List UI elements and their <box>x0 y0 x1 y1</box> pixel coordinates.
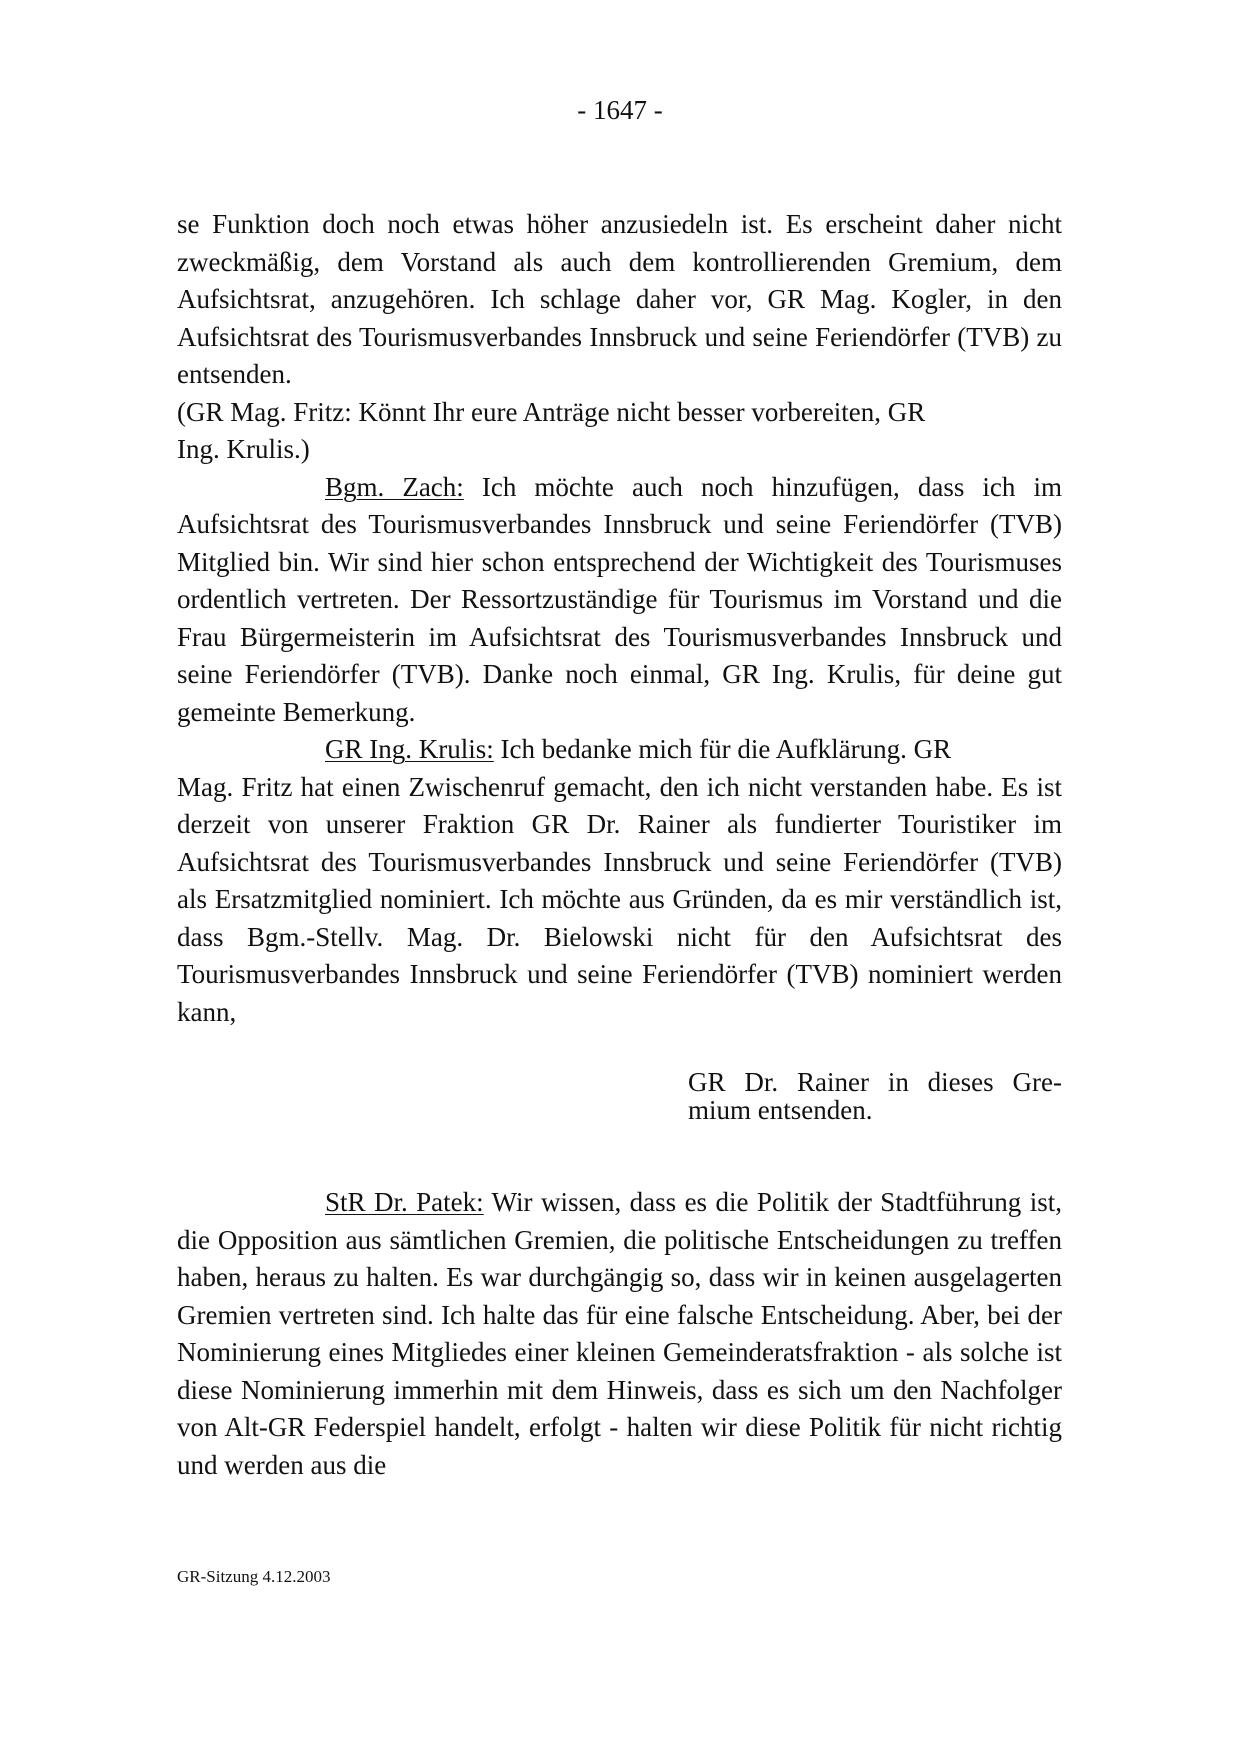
transcript-block-2 <box>177 1184 1062 1484</box>
interjection-line-2: Ing. Krulis.) <box>177 434 310 464</box>
speech-text-zach: Ich möchte auch noch hinzufügen, dass ich im Aufsichtsrat des Tourismusverbandes Innsbruck und seine Feriendörfer (TVB) Mitglied bin. Wir sind hier schon entsprechend der Wichtigkeit des Tourismuses ordentlich vertreten. Der Ressortzuständige für Tourismus im Vorstand und die Frau Bürgermeisterin im Aufsichtsrat des Tourismusverbandes Innsbruck und seine Feriendörfer (TVB). Danke noch einmal, GR Ing. Krulis, für deine gut gemeinte Bemerkung. <box>177 471 1062 727</box>
page-number: - 1647 - <box>577 95 663 125</box>
transcript-block-1 <box>177 206 1062 1031</box>
marginal-text-line-2: mium entsenden. <box>688 1095 873 1125</box>
speaker-name-zach: Bgm. Zach: <box>325 471 464 502</box>
interjection-line-1: (GR Mag. Fritz: Könnt Ihr eure Anträge nicht besser vorbereiten, GR <box>177 396 926 427</box>
marginal-text <box>688 1068 1062 1124</box>
speaker-name-patek: StR Dr. Patek: <box>325 1187 484 1217</box>
speech-krulis-first-line <box>177 731 1062 769</box>
speech-text-krulis: Mag. Fritz hat einen Zwischenruf gemacht, den ich nicht verstanden habe. Es ist derzeit von unserer Fraktion GR Dr. Rainer als fundierter Touristiker im Aufsichtsrat des Tourismusverbandes Innsbruck und seine Feriendörfer (TVB) als Ersatzmitglied nominiert. Ich möchte aus Gründen, da es mir verständlich ist, dass Bgm.-Stellv. Mag. Dr. Bielowski nicht für den Aufsichtsrat des Tourismusverbandes Innsbruck und seine Feriendörfer (TVB) nominiert werden kann, <box>177 771 1062 1027</box>
speech-text-krulis-line1: Ich bedanke mich für die Aufklärung. GR <box>500 734 952 764</box>
speech-zach <box>177 469 1062 732</box>
speech-text-patek: Wir wissen, dass es die Politik der Stadtführung ist, die Opposition aus sämtlichen Gremien, die politische Entscheidungen zu treffen haben, heraus zu halten. Es war durchgängig so, dass wir in keinen ausgelagerten Gremien vertreten sind. Ich halte das für eine falsche Entscheidung. Aber, bei der Nominierung eines Mitgliedes einer kleinen Gemeinderatsfraktion - als solche ist diese Nominierung immerhin mit dem Hinweis, dass es sich um den Nachfolger von Alt-GR Federspiel handelt, erfolgt - halten wir diese Politik für nicht richtig und werden aus die <box>177 1187 1062 1480</box>
marginal-text-line-1: GR Dr. Rainer in dieses Gre- <box>688 1067 1062 1097</box>
speech-patek <box>177 1184 1062 1484</box>
footer-session-date: GR-Sitzung 4.12.2003 <box>177 1567 331 1586</box>
paragraph-continuation: se Funktion doch noch etwas höher anzusiedeln ist. Es erscheint daher nicht zweckmäßig, dem Vorstand als auch dem kontrollierenden Gremium, dem Aufsichtsrat, anzugehören. Ich schlage daher vor, GR Mag. Kogler, in den Aufsichtsrat des Tourismusverbandes Innsbruck und seine Feriendörfer (TVB) zu entsenden. <box>177 209 1062 389</box>
speaker-name-krulis: GR Ing. Krulis: <box>325 734 494 764</box>
